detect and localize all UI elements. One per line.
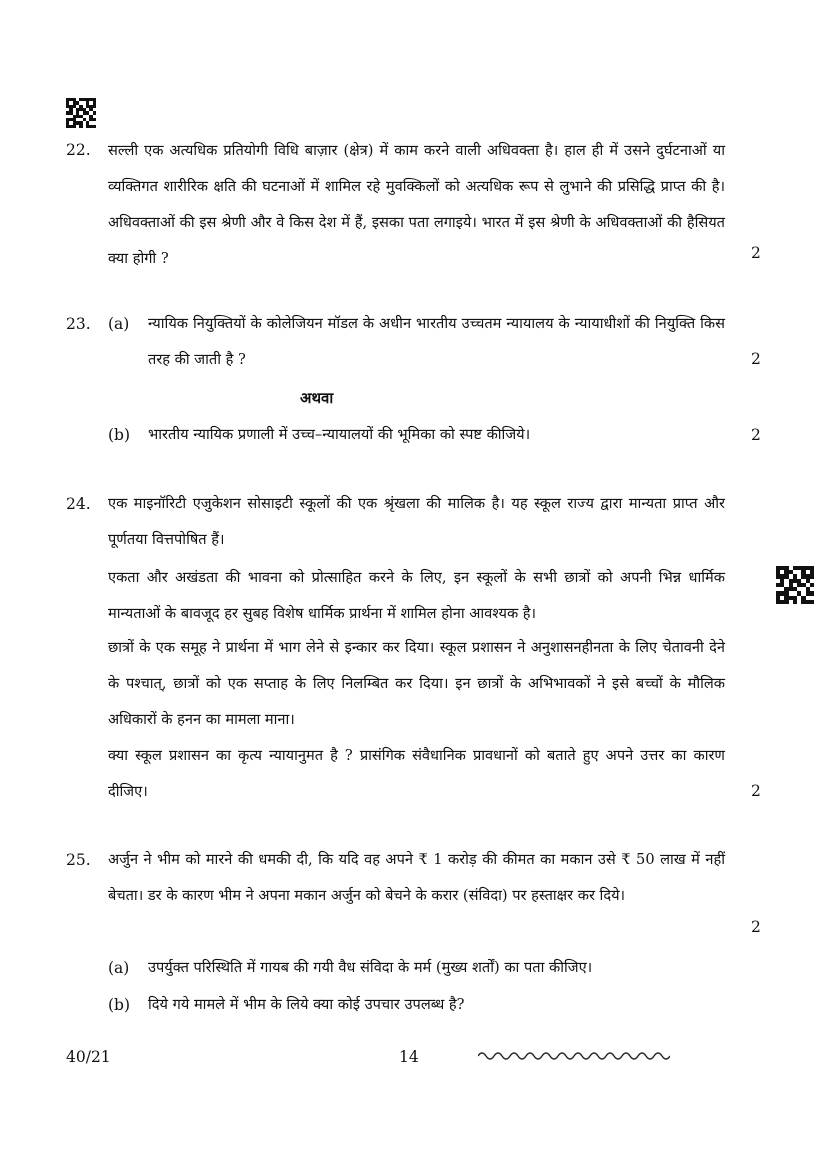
question-23a-label: (a) [108, 315, 130, 333]
paper-code: 40/21 [66, 1048, 111, 1066]
question-22-text: सल्ली एक अत्यधिक प्रतियोगी विधि बाज़ार (क्षेत्र) में काम करने वाली अधिवक्ता है। हाल ही में उसने दुर्घटनाओं या व्यक्तिगत शारीरिक क्षति की घटनाओं में शामिल रहे मुवक्किलों को अत्यधिक रूप से लुभाने की प्रसिद्धि प्राप्त की है। अधिवक्ताओं की इस श्रेणी और वे किस देश में हैं, इसका पता लगाइये। भारत में इस श्रेणी के अधिवक्ताओं की हैसियत क्या होगी ? [108, 142, 725, 267]
question-25a-label: (a) [108, 959, 130, 977]
question-23b-marks: 2 [751, 426, 761, 444]
question-25-marks: 2 [751, 918, 761, 936]
question-23a-marks: 2 [751, 350, 761, 368]
question-25a-text: उपर्युक्त परिस्थिति में गायब की गयी वैध संविदा के मर्म (मुख्य शर्तों) का पता कीजिए। [148, 959, 593, 976]
question-24-para-1: एक माइनॉरिटी एजुकेशन सोसाइटी स्कूलों की एक श्रृंखला की मालिक है। यह स्कूल राज्य द्वारा मान्यता प्राप्त और पूर्णतया वित्तपोषित हैं। [108, 495, 725, 548]
question-22-marks: 2 [751, 244, 761, 262]
question-24-para-4: क्या स्कूल प्रशासन का कृत्य न्यायानुमत है ? प्रासंगिक संवैधानिक प्रावधानों को बताते हुए अपने उत्तर का कारण दीजिए। [108, 747, 725, 800]
question-24-para-2: एकता और अखंडता की भावना को प्रोत्साहित करने के लिए, इन स्कूलों के सभी छात्रों को अपनी भिन्न धार्मिक मान्यताओं के बावजूद हर सुबह विशेष धार्मिक प्रार्थना में शामिल होना आवश्यक है। [108, 569, 725, 622]
question-number-22: 22. [66, 141, 91, 159]
qr-code-icon [66, 98, 96, 128]
qr-code-icon [776, 566, 814, 604]
question-25b-label: (b) [108, 996, 131, 1014]
question-24-para-3: छात्रों के एक समूह ने प्रार्थना में भाग लेने से इन्कार कर दिया। स्कूल प्रशासन ने अनुशासनहीनता के लिए चेतावनी देने के पश्चात्, छात्रों को एक सप्ताह के लिए निलम्बित कर दिया। इन छात्रों के अभिभावकों ने इसे बच्चों के मौलिक अधिकारों के हनन का मामला माना। [108, 639, 725, 728]
question-23a-text: न्यायिक नियुक्तियों के कोलेजियन मॉडल के अधीन भारतीय उच्चतम न्यायालय के न्यायाधीशों की नियुक्ति किस तरह की जाती है ? [148, 315, 725, 368]
question-25-text: अर्जुन ने भीम को मारने की धमकी दी, कि यदि वह अपने ₹ 1 करोड़ की कीमत का मकान उसे ₹ 50 लाख में नहीं बेचता। डर के कारण भीम ने अपना मकान अर्जुन को बेचने के करार (संविदा) पर हस्ताक्षर कर दिये। [108, 851, 725, 904]
question-number-25: 25. [66, 851, 91, 869]
or-separator: अथवा [300, 389, 334, 407]
question-number-24: 24. [66, 495, 91, 513]
question-25b-text: दिये गये मामले में भीम के लिये क्या कोई उपचार उपलब्ध है? [148, 996, 465, 1013]
question-23b-label: (b) [108, 426, 131, 444]
page-number: 14 [399, 1048, 419, 1066]
question-23b-text: भारतीय न्यायिक प्रणाली में उच्च–न्यायालयों की भूमिका को स्पष्ट कीजिये। [148, 426, 531, 443]
wavy-line-decoration [478, 1050, 670, 1062]
question-number-23: 23. [66, 315, 91, 333]
question-24-marks: 2 [751, 782, 761, 800]
